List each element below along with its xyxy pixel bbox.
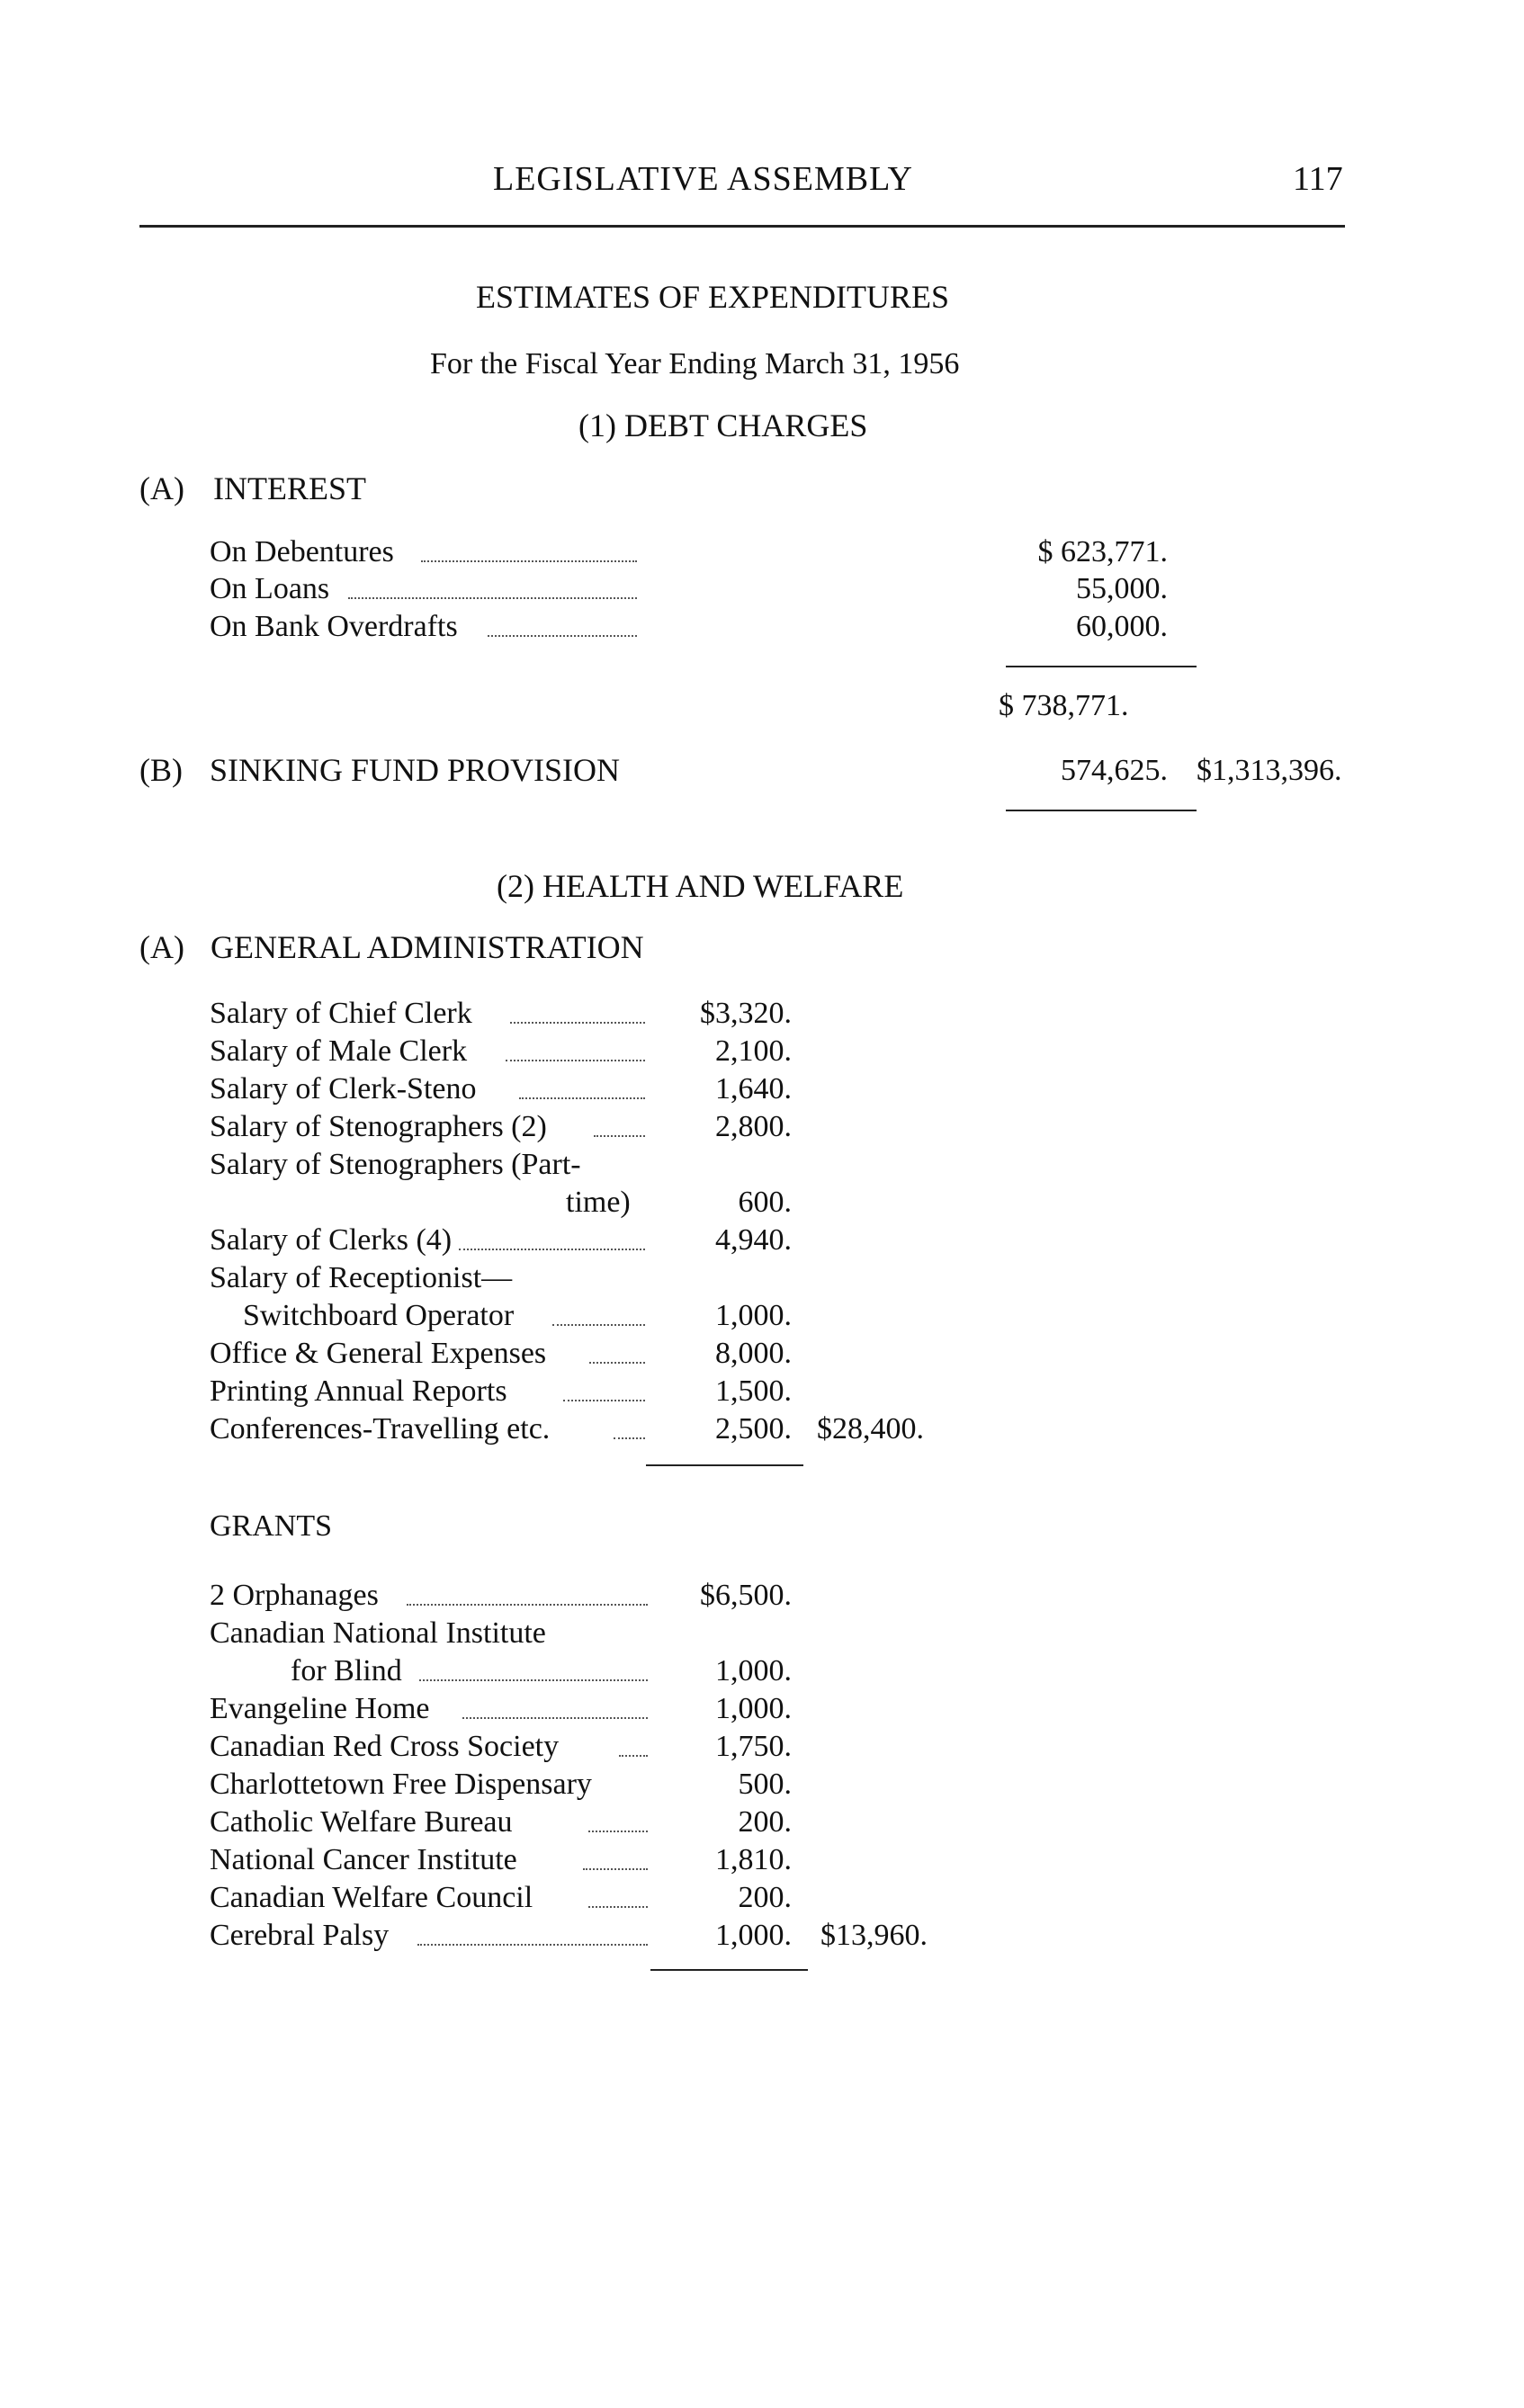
list-item-amount: 1,000. [715, 1299, 792, 1332]
subtotal-rule [1006, 666, 1197, 667]
list-item-label: Salary of Male Clerk [210, 1034, 468, 1068]
list-item-amount: 1,000. [715, 1692, 792, 1725]
header-rule [139, 225, 1345, 228]
list-item-amount: 1,810. [715, 1843, 792, 1876]
section-a-label: (A) [139, 470, 184, 506]
debt-charges-heading: (1) DEBT CHARGES [578, 407, 868, 443]
list-item-label: Charlottetown Free Dispensary [210, 1768, 592, 1801]
list-item-label: Salary of Stenographers (Part- [210, 1148, 581, 1181]
total-rule [1006, 810, 1197, 811]
grants-total: $13,960. [820, 1919, 928, 1952]
dot-leader [462, 1717, 648, 1719]
health-welfare-heading: (2) HEALTH AND WELFARE [497, 868, 904, 904]
list-item-amount: 200. [738, 1881, 792, 1914]
interest-subtotal: $ 738,771. [999, 689, 1129, 722]
list-item-label: Salary of Clerks (4) [210, 1223, 453, 1257]
dot-leader [619, 1755, 648, 1757]
dot-leader [510, 1022, 645, 1024]
list-item-amount: 1,640. [715, 1072, 792, 1106]
list-item-amount: 1,500. [715, 1374, 792, 1408]
list-item-label: Canadian National Institute [210, 1616, 546, 1650]
dot-leader [583, 1868, 648, 1870]
list-item-amount: 2,100. [715, 1034, 792, 1068]
dot-leader [594, 1135, 645, 1137]
list-item-amount: 8,000. [715, 1337, 792, 1370]
sinking-fund-amount: 574,625. [1061, 754, 1168, 787]
dot-leader [552, 1324, 645, 1326]
administration-total: $28,400. [817, 1412, 924, 1446]
list-item-amount: 1,750. [715, 1730, 792, 1763]
list-item-amount: 600. [738, 1186, 792, 1219]
dot-leader [348, 597, 637, 599]
dot-leader [588, 1906, 648, 1908]
list-item-amount: 2,800. [715, 1110, 792, 1143]
list-item-amount: $3,320. [700, 997, 792, 1030]
running-title: LEGISLATIVE ASSEMBLY [493, 160, 913, 198]
dot-leader [459, 1249, 645, 1250]
list-item-label: Salary of Clerk-Steno [210, 1072, 477, 1106]
list-item-label: On Bank Overdrafts [210, 610, 458, 643]
list-item-amount: $ 623,771. [1037, 535, 1168, 568]
dot-leader [419, 1679, 648, 1681]
dot-leader [417, 1944, 648, 1946]
list-item-amount: 2,500. [715, 1412, 792, 1446]
administration-rule [646, 1464, 803, 1466]
list-item-label: Office & General Expenses [210, 1337, 547, 1370]
grants-heading: GRANTS [210, 1509, 333, 1543]
debt-charges-total: $1,313,396. [1197, 754, 1342, 787]
page-number: 117 [1293, 160, 1343, 198]
list-item-amount: 4,940. [715, 1223, 792, 1257]
list-item-amount: 1,000. [715, 1919, 792, 1952]
estimates-title: ESTIMATES OF EXPENDITURES [476, 279, 950, 315]
list-item-label: Salary of Receptionist— [210, 1261, 513, 1294]
list-item-label: Conferences-Travelling etc. [210, 1412, 551, 1446]
list-item-label: Evangeline Home [210, 1692, 430, 1725]
list-item-label: Salary of Stenographers (2) [210, 1110, 547, 1143]
dot-leader [407, 1604, 648, 1606]
list-item-label: National Cancer Institute [210, 1843, 517, 1876]
dot-leader [614, 1437, 645, 1439]
list-item-amount: 1,000. [715, 1654, 792, 1687]
list-item-label-continued: Switchboard Operator [243, 1299, 515, 1332]
list-item-label: On Debentures [210, 535, 394, 568]
general-administration-heading: GENERAL ADMINISTRATION [211, 929, 644, 965]
list-item-label: Printing Annual Reports [210, 1374, 507, 1408]
grants-rule [650, 1969, 808, 1971]
dot-leader [563, 1400, 645, 1401]
list-item-label: Canadian Red Cross Society [210, 1730, 560, 1763]
dot-leader [506, 1060, 645, 1061]
list-item-label-continued: time) [566, 1186, 631, 1219]
list-item-amount: 55,000. [1076, 572, 1168, 605]
fiscal-year-subtitle: For the Fiscal Year Ending March 31, 1956 [430, 347, 960, 380]
sinking-fund-heading: SINKING FUND PROVISION [210, 752, 621, 788]
list-item-label: On Loans [210, 572, 330, 605]
list-item-amount: 500. [738, 1768, 792, 1801]
dot-leader [589, 1362, 645, 1364]
list-item-label: Cerebral Palsy [210, 1919, 390, 1952]
list-item-label: Salary of Chief Clerk [210, 997, 472, 1030]
list-item-label: Canadian Welfare Council [210, 1881, 533, 1914]
dot-leader [519, 1097, 645, 1099]
list-item-amount: 200. [738, 1805, 792, 1839]
list-item-amount: 60,000. [1076, 610, 1168, 643]
dot-leader [421, 560, 637, 562]
list-item-amount: $6,500. [700, 1579, 792, 1612]
list-item-label-continued: for Blind [291, 1654, 402, 1687]
section-b-label: (B) [139, 752, 183, 788]
list-item-label: Catholic Welfare Bureau [210, 1805, 513, 1839]
list-item-label: 2 Orphanages [210, 1579, 379, 1612]
dot-leader [488, 635, 637, 637]
interest-heading: INTEREST [213, 470, 366, 506]
dot-leader [588, 1831, 648, 1832]
section-a-label: (A) [139, 929, 184, 965]
